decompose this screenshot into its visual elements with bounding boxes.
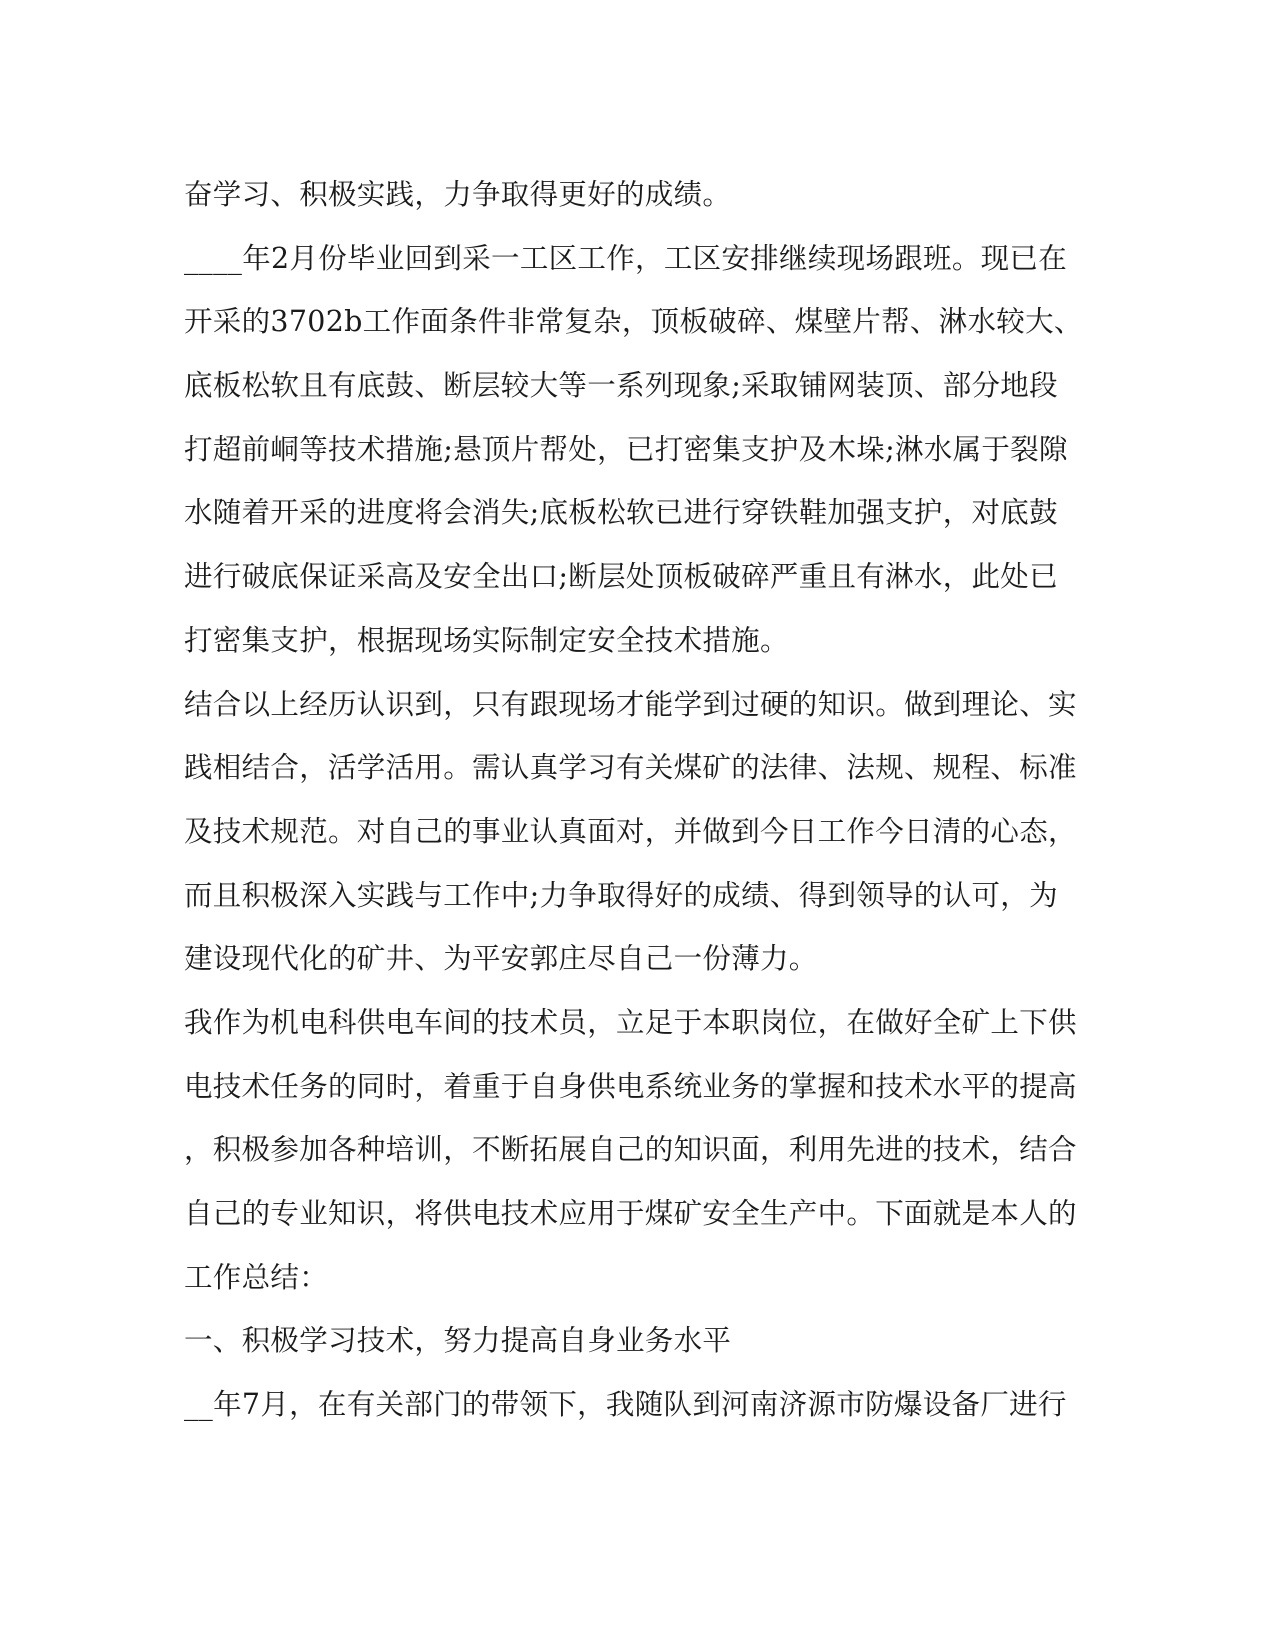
text-line: 而且积极深入实践与工作中;力争取得好的成绩、得到领导的认可，为 bbox=[184, 878, 1058, 912]
text-line: ，积极参加各种培训，不断拓展自己的知识面，利用先进的技术，结合 bbox=[184, 1133, 1077, 1167]
text-line: 打超前峒等技术措施;悬顶片帮处，已打密集支护及木垛;淋水属于裂隙 bbox=[184, 432, 1068, 466]
text-line: 电技术任务的同时，着重于自身供电系统业务的掌握和技术水平的提高 bbox=[184, 1069, 1077, 1103]
text-line: 打密集支护，根据现场实际制定安全技术措施。 bbox=[184, 623, 789, 657]
text-line: 结合以上经历认识到，只有跟现场才能学到过硬的知识。做到理论、实 bbox=[184, 687, 1077, 721]
text-line: __年7月，在有关部门的带领下，我随队到河南济源市防爆设备厂进行 bbox=[184, 1388, 1067, 1422]
document-body bbox=[184, 163, 1084, 1437]
text-line: 水随着开采的进度将会消失;底板松软已进行穿铁鞋加强支护，对底鼓 bbox=[184, 496, 1058, 530]
text-line: 开采的3702b工作面条件非常复杂，顶板破碎、煤壁片帮、淋水较大、 bbox=[184, 305, 1083, 339]
text-line: 进行破底保证采高及安全出口;断层处顶板破碎严重且有淋水，此处已 bbox=[184, 560, 1058, 594]
section-heading: 一、积极学习技术，努力提高自身业务水平 bbox=[184, 1324, 732, 1358]
text-line: 底板松软且有底鼓、断层较大等一系列现象;采取铺网装顶、部分地段 bbox=[184, 369, 1058, 403]
text-line: ____年2月份毕业回到采一工区工作，工区安排继续现场跟班。现已在 bbox=[184, 241, 1068, 275]
text-line: 践相结合，活学活用。需认真学习有关煤矿的法律、法规、规程、标准 bbox=[184, 751, 1077, 785]
text-line: 工作总结： bbox=[184, 1260, 329, 1294]
text-line: 及技术规范。对自己的事业认真面对，并做到今日工作今日清的心态， bbox=[184, 814, 1077, 848]
text-line: 我作为机电科供电车间的技术员，立足于本职岗位，在做好全矿上下供 bbox=[184, 1005, 1077, 1039]
text-line: 自己的专业知识，将供电技术应用于煤矿安全生产中。下面就是本人的 bbox=[184, 1197, 1077, 1230]
text-line: 建设现代化的矿井、为平安郭庄尽自己一份薄力。 bbox=[184, 942, 818, 976]
text-line: 奋学习、积极实践，力争取得更好的成绩。 bbox=[184, 178, 732, 211]
